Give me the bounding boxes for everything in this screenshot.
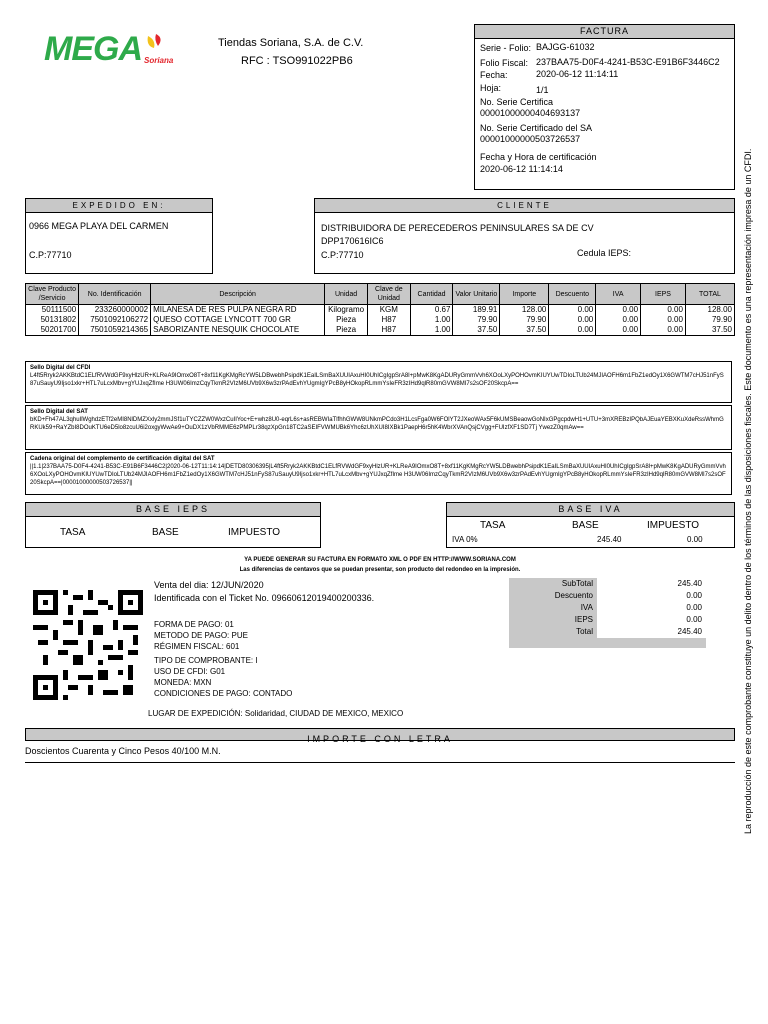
sat-seal-text: bKD+Fh47AL3qhuIlWghdzETf2eMI8NlDMZXxly2mmJSf1uTYCZZW0WxzCuIIYoc+E+whz8U0-eqrL6s+asREBWIaTlfhhGWW8UNkmPCdo3H1LcsFga0W6FOlYT2JXeoWAx5F6kUMSBeaowGoNIxGPgcpdwH1+UTU+3mXREBzIPQbAJEuaYEBXKuXdeRssWhmGRKUk59+RaYZbI8DOuKTU6eD5lo8zcuU6i2oxgyWwAe9+OuDX1zVbRMME6zPMPLr38qzXpGn18TC2aSEIFVWMUBk6Yhc6zUhXUI8IXBk1PaepH6r5hK4WbrXVAnQsjCVgg+FUIzfXF1SD7Tj YwezZ0qmAw== — [30, 417, 724, 431]
totals-box — [509, 578, 706, 648]
cell-descuento: 0.00 — [549, 325, 596, 336]
col-cantidad: Cantidad — [410, 284, 453, 305]
sale-ticket: Identificada con el Ticket No. 09660612019400200336. — [154, 593, 375, 603]
cell-unidad: Pieza — [325, 325, 368, 336]
total-label: SubTotal — [561, 579, 593, 588]
cell-iva: 0.00 — [596, 305, 641, 316]
total-row — [509, 590, 706, 602]
fecha-label: Fecha: — [480, 70, 508, 80]
cliente-cp: C.P:77710 — [321, 250, 364, 260]
logo-sub-text: Soriana — [144, 56, 174, 65]
cell-importe: 79.90 — [500, 315, 549, 325]
hoja-label: Hoja: — [480, 83, 502, 93]
sale-condiciones: CONDICIONES DE PAGO: CONTADO — [154, 689, 293, 698]
cell-unidad: Pieza — [325, 315, 368, 325]
cert-date-value: 2020-06-12 11:14:14 — [480, 164, 563, 174]
letra-title: IMPORTE CON LETRA — [307, 734, 453, 744]
total-row — [509, 614, 706, 626]
cfdi-seal-title: Sello Digital del CFDI — [30, 365, 91, 371]
cell-descuento: 0.00 — [549, 305, 596, 316]
qr-code-icon — [33, 590, 143, 700]
sat-cert-value: 00001000000503726537 — [480, 134, 581, 144]
notice-line1: YA PUEDE GENERAR SU FACTURA EN FORMATO XML O PDF EN HTTP://WWW.SORIANA.COM — [244, 557, 516, 563]
items-table — [25, 283, 735, 336]
cell-clave-unidad: H87 — [367, 315, 410, 325]
cell-descripcion: SABORIZANTE NESQUIK CHOCOLATE — [151, 325, 325, 336]
total-value: 245.40 — [597, 578, 706, 590]
col-iva: IVA — [596, 284, 641, 305]
letra-bottom-line — [25, 762, 735, 763]
iva-row-impuesto: 0.00 — [687, 535, 703, 544]
iva-row-tasa: IVA 0% — [452, 535, 478, 544]
cell-id: 233260000002 — [79, 305, 151, 316]
cert-value: 00001000000404693137 — [480, 108, 581, 118]
ieps-box — [25, 502, 321, 548]
cell-clave: 50111500 — [26, 305, 79, 316]
cell-cantidad: 0.67 — [410, 305, 453, 316]
iva-row-base: 245.40 — [597, 535, 622, 544]
cell-importe: 37.50 — [500, 325, 549, 336]
chain-text: ||1.1|237BAA75-D0F4-4241-B53C-E91B6F3446C2|2020-06-12T11:14:14|DETD80306395|L4ft5Rryk2AKKBtdC1ELfRVWdGF9xyHlzUR+KLReA9IOmxO8T+8xf11KgKMgRcYW5LDBwebhPsipdK1EaILSmBaXUUIAxuHI0UhICgIgpSrA8l+pMwK8KgADURyGmmVvh6XOoLXyPOHOvmKIUYUwTDIoLTUb24MJIAOFH6m1FbZ1edOy1X6GWTM7cHJ51nFyS87uSauyU9Ijso1xkr+HTL7uLcxMbv+gYUJxqZfIme H3UW06ImzCqyTkmR2VIzM6UVb9X6w3zrPAdEvhYUgmIgYPcB8yHOkopRLmmYsIeFR3zIHd9qlR80mGVW8MI7s2sOF20SkcpA==|00001000000503726537|| — [30, 464, 726, 486]
sale-uso: USO DE CFDI: G01 — [154, 667, 226, 676]
letra-title-bar — [25, 728, 735, 744]
col-unidad: Unidad — [325, 284, 368, 305]
table-row — [26, 325, 735, 336]
cell-ieps: 0.00 — [641, 305, 686, 316]
cell-id: 7501059214365 — [79, 325, 151, 336]
cell-iva: 0.00 — [596, 315, 641, 325]
cell-clave: 50201700 — [26, 325, 79, 336]
factura-title: FACTURA — [475, 25, 734, 39]
table-row — [26, 315, 735, 325]
total-row — [509, 626, 706, 638]
col-no-identificacion: No. Identificación — [79, 284, 151, 305]
col-descuento: Descuento — [549, 284, 596, 305]
issuer-rfc: RFC : TSO991022PB6 — [241, 55, 353, 67]
notice-line2: Las diferencias de centavos que se puedan presentar, son producto del redondeo en la impresión. — [239, 567, 521, 573]
folio-value: 237BAA75-D0F4-4241-B53C-E91B6F3446C2 — [536, 57, 720, 67]
cfdi-seal-box — [25, 361, 732, 403]
cell-id: 7501092106272 — [79, 315, 151, 325]
col-descripcion: Descripción — [151, 284, 325, 305]
sale-moneda: MONEDA: MXN — [154, 678, 212, 687]
col-importe: Importe — [500, 284, 549, 305]
cliente-title: CLIENTE — [315, 199, 734, 213]
ieps-col-impuesto: IMPUESTO — [228, 527, 281, 538]
sale-tipo: TIPO DE COMPROBANTE: I — [154, 656, 258, 665]
sat-seal-box — [25, 405, 732, 450]
expedido-store: 0966 MEGA PLAYA DEL CARMEN — [29, 221, 169, 231]
hoja-value: 1/1 — [536, 85, 549, 95]
cliente-name: DISTRIBUIDORA DE PERECEDEROS PENINSULARES SA DE CV — [321, 223, 594, 233]
cell-clave: 50131802 — [26, 315, 79, 325]
cell-valor: 79.90 — [453, 315, 500, 325]
sale-regimen: RÉGIMEN FISCAL: 601 — [154, 642, 240, 651]
cell-clave-unidad: KGM — [367, 305, 410, 316]
issuer-name: Tiendas Soriana, S.A. de C.V. — [218, 37, 364, 49]
cliente-box — [314, 198, 735, 274]
iva-box — [446, 502, 735, 548]
cell-cantidad: 1.00 — [410, 315, 453, 325]
expedido-cp: C.P:77710 — [29, 250, 72, 260]
cell-total: 128.00 — [685, 305, 734, 316]
iva-title: BASE IVA — [447, 503, 734, 517]
table-row — [26, 305, 735, 316]
sat-seal-title: Sello Digital del SAT — [30, 409, 88, 415]
ieps-col-tasa: TASA — [60, 527, 86, 538]
total-label: Descuento — [554, 591, 593, 600]
total-row — [509, 578, 706, 590]
total-value: 0.00 — [597, 590, 706, 602]
factura-box — [474, 24, 735, 190]
sale-date: Venta del dia: 12/JUN/2020 — [154, 580, 264, 590]
cert-date-label: Fecha y Hora de certificación — [480, 152, 597, 162]
cliente-rfc: DPP170616IC6 — [321, 236, 384, 246]
total-label: Total — [576, 627, 593, 636]
chain-title: Cadena original del complemento de certificación digital del SAT — [30, 456, 215, 462]
total-label: IEPS — [574, 615, 593, 624]
logo-leaf-icon — [144, 32, 166, 54]
cert-label: No. Serie Certifica — [480, 97, 554, 107]
total-label: IVA — [580, 603, 593, 612]
total-value: 245.40 — [597, 626, 706, 638]
total-row — [509, 602, 706, 614]
iva-col-base: BASE — [572, 520, 599, 531]
cell-descripcion: MILANESA DE RES PULPA NEGRA RD — [151, 305, 325, 316]
col-clave-producto: Clave Producto /Servicio — [26, 284, 79, 305]
cfdi-seal-text: L4ft5Rryk2AKKBtdC1ELfRVWdGF9xyHlzUR+KLReA9IOmxO8T+8xf11KgKMgRcYW5LDBwebhPsipdK1EaILSmBaXUUIAxuHI0UhICgIgpSrA8l+pMwK8KgADURyGmmVvh6XOoLXyPOHOvmKIUYUwTDIoLTUb24MJIAOFH6m1FbZ1edOy1X6GWTM7cHJ51nFyS87uSauyU9Ijso1xkr+HTL7uLcxMbv+gYUJxqZfIme H3UW06ImzCqyTkmR2VIzM6UVb9X6w3zrPAdEvhYUgmIgYPcB8yHOkopRLmmYsIeFR3zIHd9qlR80mGVW8MI7s2sOF20SkcpA== — [30, 373, 724, 387]
logo-text: MEGA — [44, 30, 142, 68]
items-header-row — [26, 284, 735, 305]
iva-col-impuesto: IMPUESTO — [647, 520, 700, 531]
expedido-box — [25, 198, 213, 274]
sat-cert-label: No. Serie Certificado del SA — [480, 123, 593, 133]
col-valor-unitario: Valor Unitario — [453, 284, 500, 305]
iva-col-tasa: TASA — [480, 520, 506, 531]
serie-label: Serie - Folio: — [480, 43, 532, 53]
cell-descuento: 0.00 — [549, 315, 596, 325]
fecha-value: 2020-06-12 11:14:11 — [536, 69, 619, 79]
sale-metodo-pago: METODO DE PAGO: PUE — [154, 631, 248, 640]
cell-total: 37.50 — [685, 325, 734, 336]
cell-ieps: 0.00 — [641, 315, 686, 325]
mega-soriana-logo — [44, 30, 184, 70]
serie-value: BAJGG-61032 — [536, 42, 595, 52]
cell-descripcion: QUESO COTTAGE LYNCOTT 700 GR — [151, 315, 325, 325]
cell-valor: 189.91 — [453, 305, 500, 316]
total-value: 0.00 — [597, 602, 706, 614]
side-legal-note: La reproducción de este comprobante constituye un delito dentro de los términos de las disposiciones fiscales. Este documento es una representación impresa de un CFDI. — [743, 148, 753, 834]
cell-valor: 37.50 — [453, 325, 500, 336]
cell-ieps: 0.00 — [641, 325, 686, 336]
cell-clave-unidad: H87 — [367, 325, 410, 336]
chain-box — [25, 452, 732, 495]
letra-text: Doscientos Cuarenta y Cinco Pesos 40/100 M.N. — [25, 746, 221, 756]
total-value: 0.00 — [597, 614, 706, 626]
col-ieps: IEPS — [641, 284, 686, 305]
col-clave-unidad: Clave de Unidad — [367, 284, 410, 305]
folio-label: Folio Fiscal: — [480, 58, 529, 68]
cliente-ieps-label: Cedula IEPS: — [577, 248, 632, 258]
ieps-title: BASE IEPS — [26, 503, 320, 517]
expedido-title: EXPEDIDO EN: — [26, 199, 212, 213]
sale-forma-pago: FORMA DE PAGO: 01 — [154, 620, 234, 629]
sale-lugar: LUGAR DE EXPEDICIÓN: Solidaridad, CIUDAD DE MEXICO, MEXICO — [148, 709, 404, 718]
cell-importe: 128.00 — [500, 305, 549, 316]
cell-cantidad: 1.00 — [410, 325, 453, 336]
cell-unidad: Kilogramo — [325, 305, 368, 316]
ieps-col-base: BASE — [152, 527, 179, 538]
cell-total: 79.90 — [685, 315, 734, 325]
cell-iva: 0.00 — [596, 325, 641, 336]
col-total: TOTAL — [685, 284, 734, 305]
